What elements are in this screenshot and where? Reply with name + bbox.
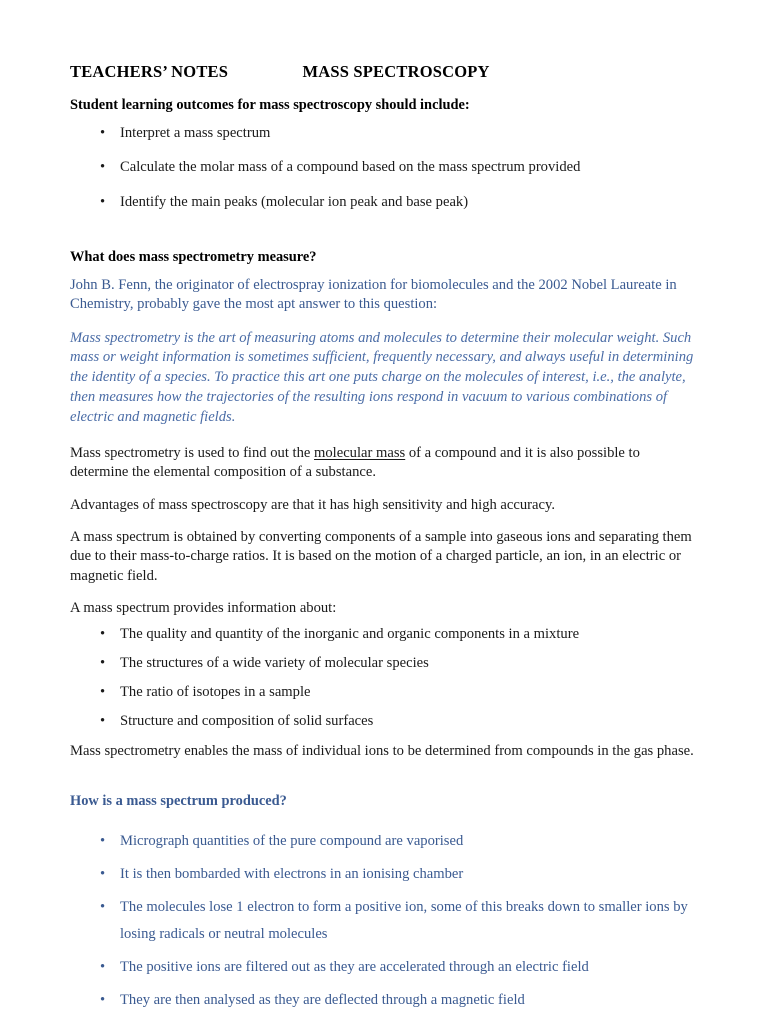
- bullet-dot-icon: •: [100, 684, 106, 701]
- list-item: [70, 625, 696, 644]
- list-item-label: The positive ions are filtered out as they are accelerated through an electric field: [120, 958, 589, 975]
- paragraph-molecular-mass-pre: Mass spectrometry is used to find out the: [70, 444, 315, 461]
- list-item-label: Structure and composition of solid surfaces: [120, 713, 374, 730]
- list-item: [70, 124, 696, 143]
- list-item-label: Micrograph quantities of the pure compound are vaporised: [120, 833, 464, 850]
- list-item: [70, 158, 696, 177]
- list-item-label: They are then analysed as they are deflected through a magnetic field: [120, 991, 525, 1008]
- list-item-label: The structures of a wide variety of molecular species: [120, 654, 429, 671]
- spacer: [70, 222, 696, 248]
- heading-how-is-a-mass-spectrum-produced: How is a mass spectrum produced?: [70, 793, 287, 810]
- spacer: [70, 774, 696, 792]
- paragraph-spectrum-obtained: A mass spectrum is obtained by converting components of a sample into gaseous ions and separating them due to their mass-to-charge ratios. It is based on the motion of a charged particle, an ion, in an electric or magnetic field.: [70, 529, 692, 584]
- list-item: [70, 683, 696, 702]
- list-item-label: Identify the main peaks (molecular ion peak and base peak): [120, 193, 469, 210]
- spacer: [70, 820, 696, 828]
- list-item-label: It is then bombarded with electrons in an ionising chamber: [120, 866, 464, 883]
- list-item-label: The quality and quantity of the inorganic and organic components in a mixture: [120, 625, 580, 642]
- paragraph-provides-information: A mass spectrum provides information about:: [70, 600, 337, 617]
- bullet-dot-icon: •: [100, 654, 106, 671]
- bullet-dot-icon: •: [100, 159, 106, 176]
- outcomes-bullet-list: [70, 124, 696, 212]
- list-item: [70, 894, 696, 948]
- title-mass-spectroscopy: MASS SPECTROSCOPY: [302, 62, 490, 81]
- paragraph-fenn-intro: John B. Fenn, the originator of electrospray ionization for biomolecules and the 2002 Nobel Laureate in Chemistry, probably gave the most apt answer to this question:: [70, 276, 677, 313]
- bullet-dot-icon: •: [100, 713, 106, 730]
- paragraph-molecular-mass: [70, 444, 696, 483]
- heading-student-learning-outcomes: Student learning outcomes for mass spectroscopy should include:: [70, 97, 470, 113]
- list-item: [70, 712, 696, 731]
- bullet-dot-icon: •: [100, 991, 106, 1008]
- list-item: [70, 828, 696, 855]
- document-title-row: [70, 62, 696, 82]
- bullet-dot-icon: •: [100, 958, 106, 975]
- bullet-dot-icon: •: [100, 833, 106, 850]
- heading-what-does-mass-spectrometry-measure: What does mass spectrometry measure?: [70, 248, 317, 265]
- list-item: [70, 193, 696, 212]
- list-item: [70, 861, 696, 888]
- list-item: [70, 654, 696, 673]
- bullet-dot-icon: •: [100, 866, 106, 883]
- list-item: [70, 954, 696, 981]
- bullet-dot-icon: •: [100, 125, 106, 141]
- bullet-dot-icon: •: [100, 899, 106, 915]
- list-item-label: The ratio of isotopes in a sample: [120, 684, 311, 701]
- blockquote-fenn-answer: Mass spectrometry is the art of measuring atoms and molecules to determine their molecular weight. Such mass or weight information is sometimes sufficient, frequently necessary, and always useful in determining the identity of a species. To practice this art one puts charge on the molecules of interest, i.e., the analyte, then measures how the trajectories of the resulting ions respond in vacuum to various combinations of electric and magnetic fields.: [70, 329, 694, 425]
- title-teachers-notes: TEACHERS’ NOTES: [70, 62, 229, 81]
- paragraph-enables-mass: Mass spectrometry enables the mass of individual ions to be determined from compounds in the gas phase.: [70, 742, 694, 759]
- list-item-label: Interpret a mass spectrum: [120, 125, 271, 141]
- paragraph-advantages: Advantages of mass spectroscopy are that it has high sensitivity and high accuracy.: [70, 496, 555, 513]
- production-steps-bullet-list: [70, 828, 696, 1014]
- list-item-label: Calculate the molar mass of a compound based on the mass spectrum provided: [120, 159, 581, 176]
- information-bullet-list: [70, 625, 696, 732]
- list-item-label: The molecules lose 1 electron to form a positive ion, some of this breaks down to smaller ions by losing radicals or neutral molecules: [120, 899, 688, 942]
- bullet-dot-icon: •: [100, 625, 106, 642]
- bullet-dot-icon: •: [100, 193, 106, 210]
- list-item: [70, 987, 696, 1014]
- paragraph-molecular-mass-post: of a compound and it is also possible to determine the elemental composition of a substance.: [70, 444, 640, 481]
- underlined-term-molecular-mass: molecular mass: [314, 444, 406, 461]
